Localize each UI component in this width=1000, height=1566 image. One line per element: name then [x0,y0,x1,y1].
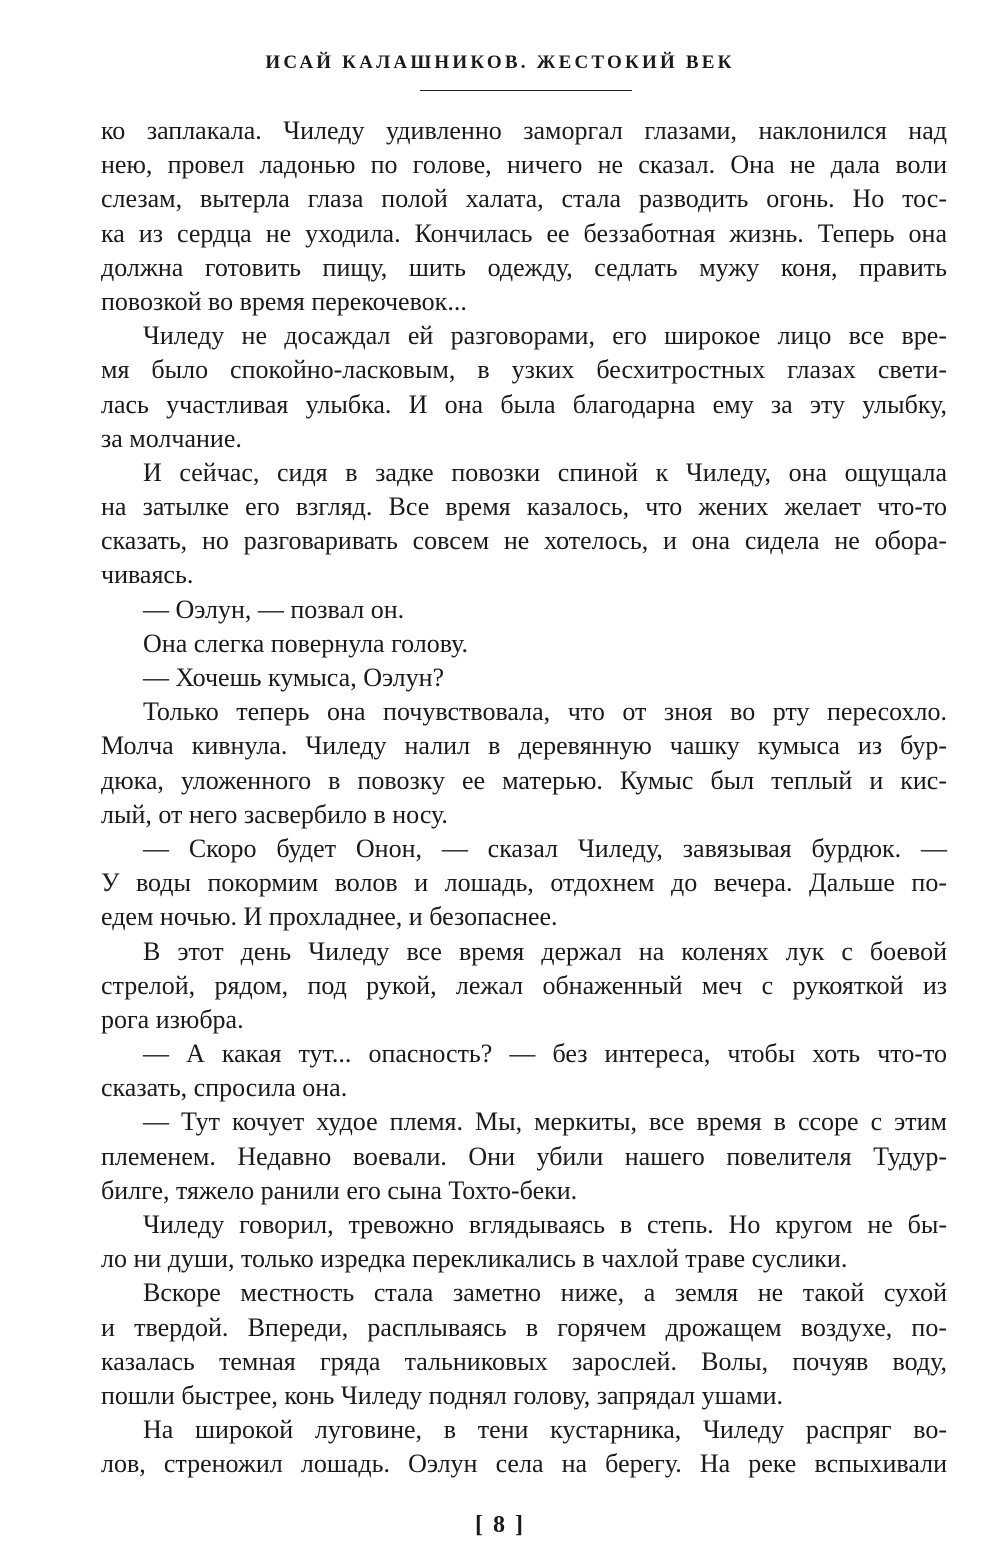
text-line: лов, стреножил лошадь. Оэлун села на берегу. На реке вспыхивали [101,1449,947,1479]
text-line: стрелой, рядом, под рукой, лежал обнаженный меч с рукояткой из [101,970,947,1000]
text-line: сказать, но разговаривать совсем не хотелось, и она сидела не обора- [101,526,947,556]
text-line: племенем. Недавно воевали. Они убили нашего повелителя Тудур- [101,1141,947,1171]
text-line: У воды покормим волов и лошадь, отдохнем до вечера. Дальше по- [101,868,947,898]
text-line: и твердой. Впереди, расплываясь в горячем дрожащем воздухе, по- [101,1312,947,1342]
text-line: Чиледу говорил, тревожно вглядываясь в степь. Но кругом не бы- [143,1210,947,1239]
text-line: — Тут кочует худое племя. Мы, меркиты, все время в ссоре с этим [143,1107,947,1137]
text-line: на затылке его взгляд. Все время казалось, что жених желает что-то [101,492,947,522]
text-line: повозкой во время перекочевок... [101,286,467,316]
text-line: пошли быстрее, конь Чиледу поднял голову, запрядал ушами. [101,1380,784,1410]
text-line: — А какая тут... опасность? — без интереса, чтобы хоть что-то [143,1039,947,1069]
text-line: казалась темная гряда тальниковых зарослей. Волы, почуяв воду, [101,1346,947,1376]
text-line: едем ночью. И прохладнее, и безопаснее. [101,902,558,932]
text-line: — Хочешь кумыса, Оэлун? [143,663,445,692]
text-line: Вскоре местность стала заметно ниже, а земля не такой сухой [143,1278,947,1308]
text-line: Только теперь она почувствовала, что от зноя во рту пересохло. [143,697,947,727]
text-line: — Оэлун, — позвал он. [143,594,405,624]
text-line: лась участливая улыбка. И она была благодарна ему за эту улыбку, [101,389,947,419]
text-line: сказать, спросила она. [101,1073,348,1103]
text-line: На широкой луговине, в тени кустарника, Чиледу распряг во- [143,1415,947,1445]
text-line: мя было спокойно-ласковым, в узких бесхитростных глазах свети- [101,355,947,385]
text-line: ка из сердца не уходила. Кончилась ее беззаботная жизнь. Теперь она [101,218,947,248]
running-head: ИСАЙ КАЛАШНИКОВ. ЖЕСТОКИЙ ВЕК [265,52,735,73]
text-line: ко заплакала. Чиледу удивленно заморгал глазами, наклонился над [101,116,947,145]
text-line: И сейчас, сидя в задке повозки спиной к Чиледу, она ощущала [143,457,947,487]
page-number: [ 8 ] [475,1512,525,1538]
text-line: лый, от него засвербило в носу. [101,799,448,829]
header-rule [420,90,632,91]
text-line: Молча кивнула. Чиледу налил в деревянную чашку кумыса из бур- [101,731,947,761]
body-text [101,114,947,1482]
text-line: Чиледу не досаждал ей разговорами, его широкое лицо все вре- [143,321,947,351]
text-line: слезам, вытерла глаза полой халата, стала разводить огонь. Но тос- [101,184,947,214]
text-line: билге, тяжело ранили его сына Тохто-беки. [101,1175,578,1205]
text-line: — Скоро будет Онон, — сказал Чиледу, завязывая бурдюк. — [143,833,947,863]
text-line: Она слегка повернула голову. [143,628,469,658]
text-line: В этот день Чиледу все время держал на коленях лук с боевой [143,936,947,966]
text-line: должна готовить пищу, шить одежду, седлать мужу коня, править [101,252,947,282]
text-line: рога изюбра. [101,1004,244,1034]
text-line: дюка, уложенного в повозку ее матерью. Кумыс был теплый и кис- [101,765,947,795]
text-line: чиваясь. [101,560,194,590]
text-line: за молчание. [101,423,242,453]
text-line: ло ни души, только изредка перекликались в чахлой траве суслики. [101,1244,848,1274]
text-line: нею, провел ладонью по голове, ничего не сказал. Она не дала воли [101,150,947,180]
